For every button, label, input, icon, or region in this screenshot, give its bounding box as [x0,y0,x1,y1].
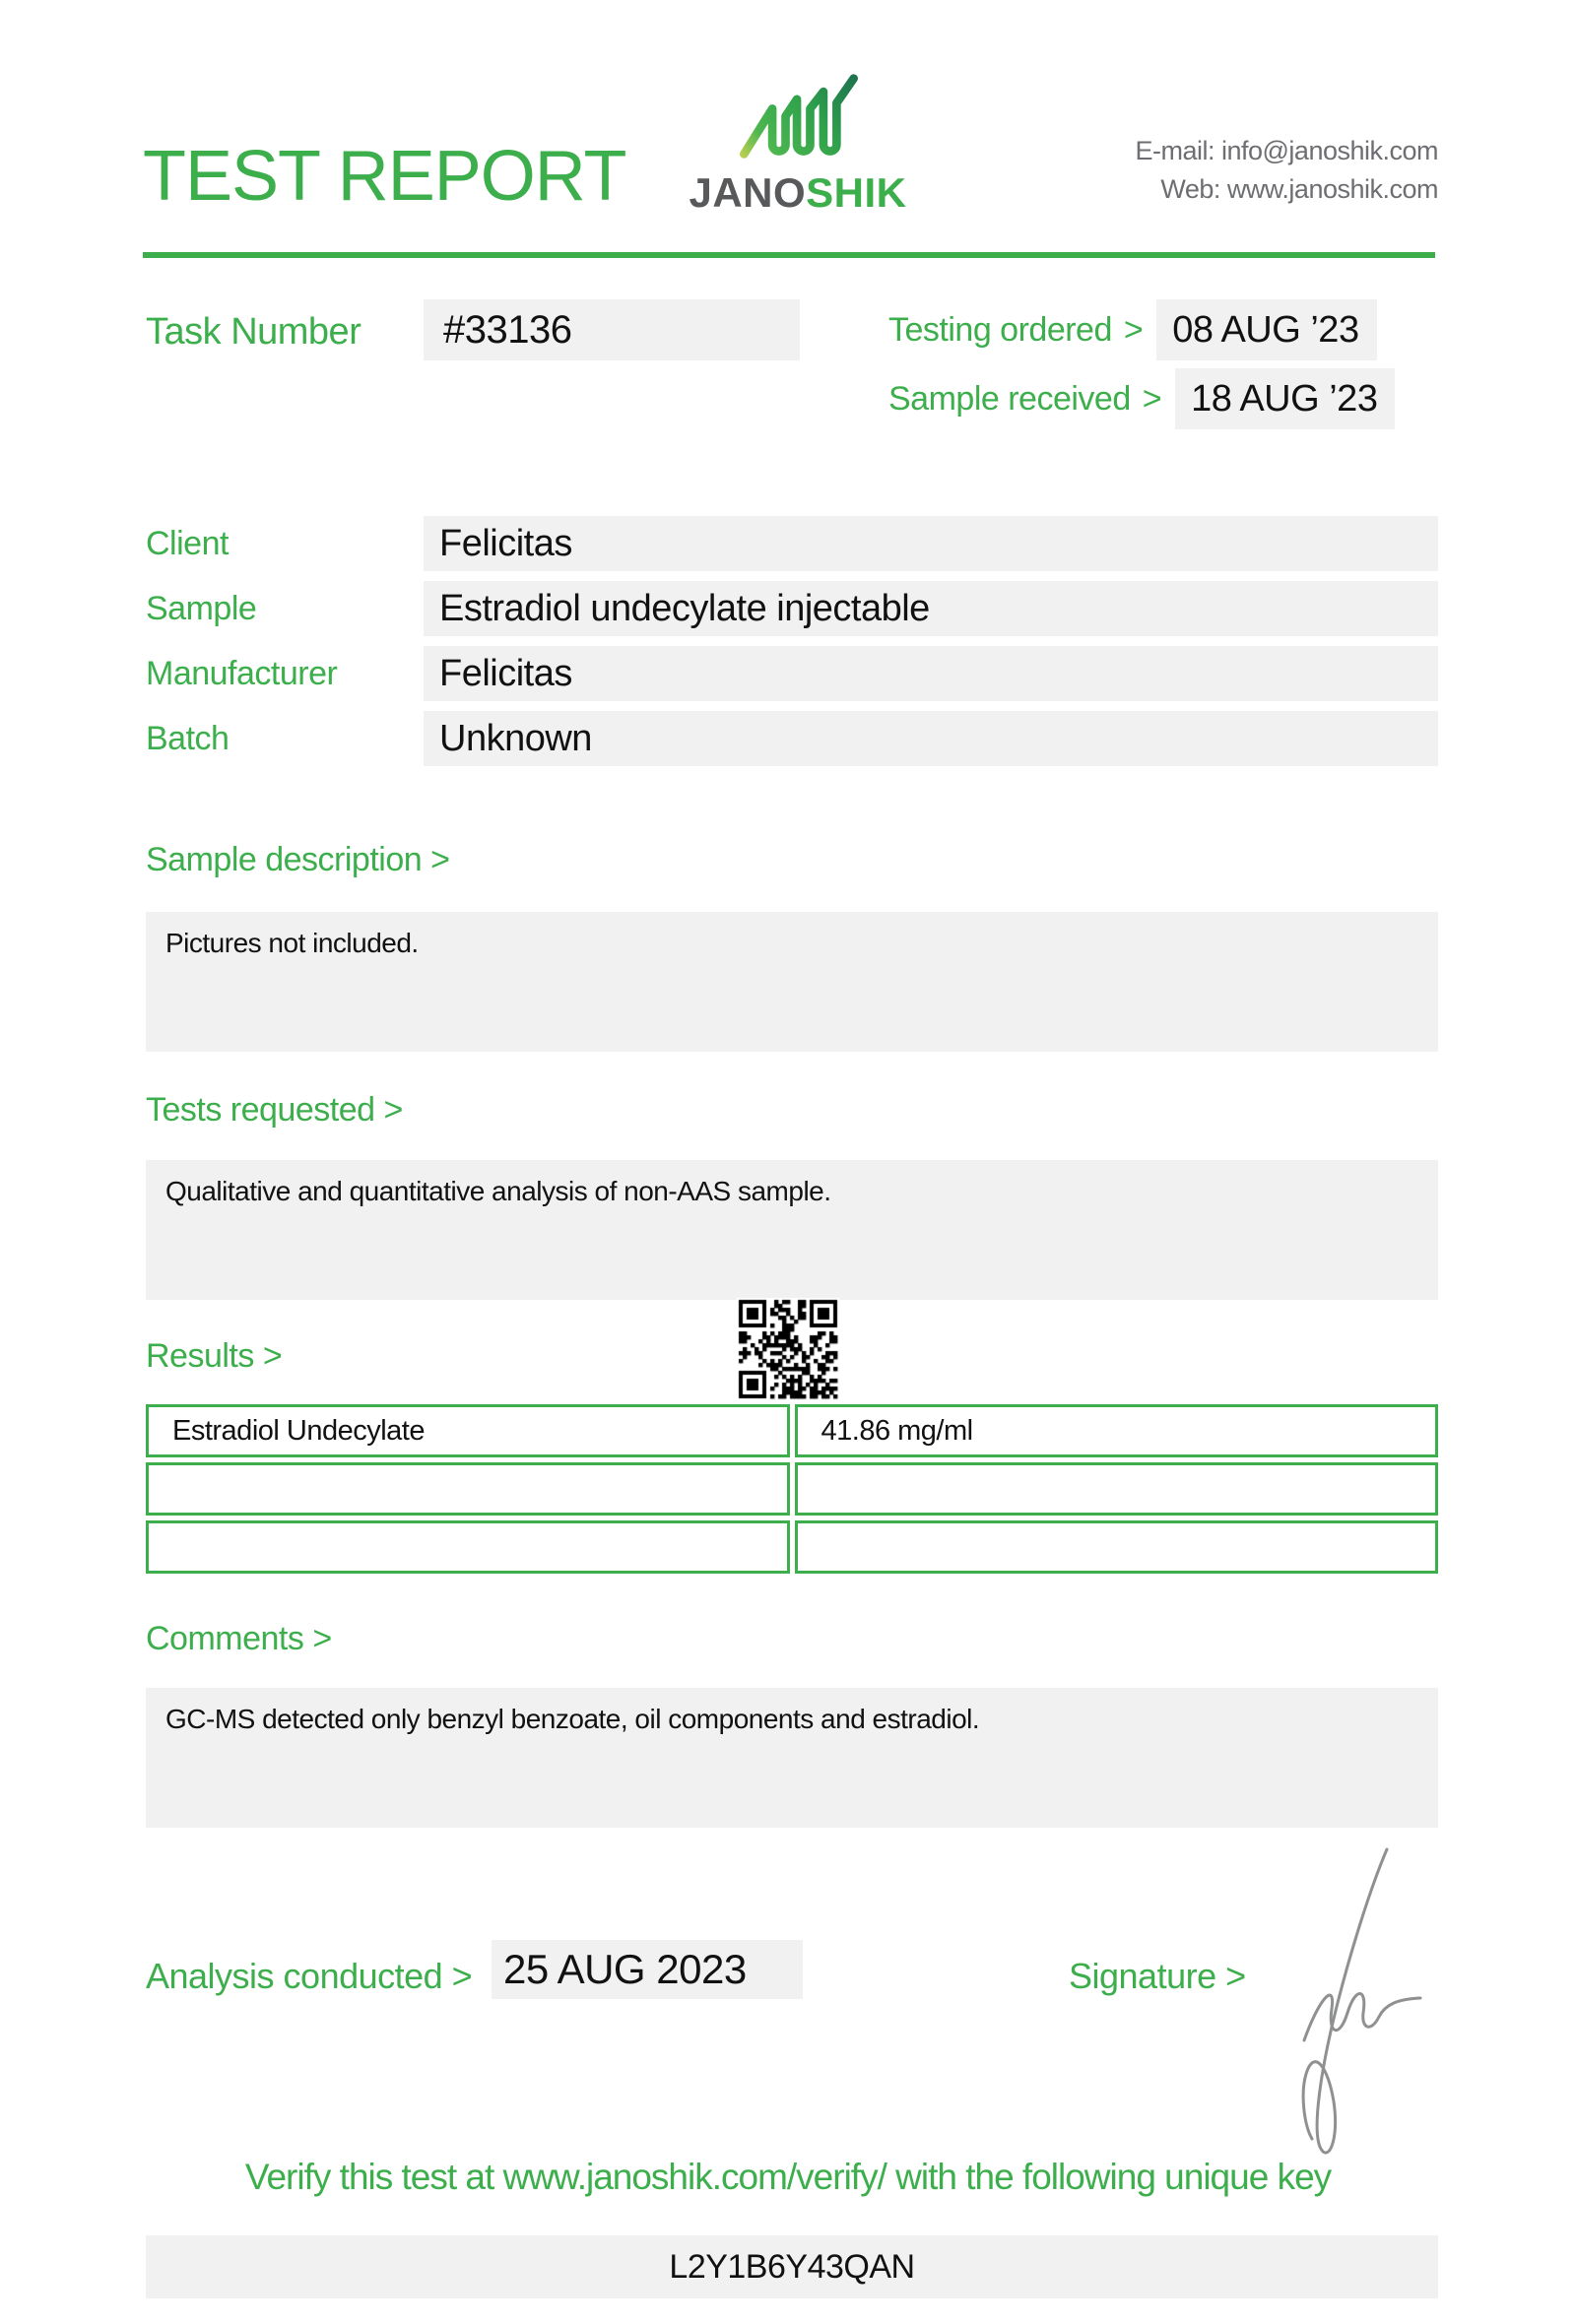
results-table [146,1404,1438,1574]
web-label: Web: [1160,174,1220,204]
contact-info [1135,132,1438,209]
result-value-cell [795,1462,1439,1516]
logo-wordmark [678,169,918,217]
signature-label: Signature > [1069,1956,1246,1996]
chart-growth-icon [678,71,918,165]
batch-row [146,711,1438,766]
handwritten-signature [1271,1843,1438,2188]
comments-box: GC-MS detected only benzyl benzoate, oil components and estradiol. [146,1688,1438,1828]
sample-received-label: Sample received [888,379,1131,418]
qr-code [737,1298,839,1400]
email-label: E-mail: [1135,136,1215,165]
result-value-cell [795,1520,1439,1574]
manufacturer-value: Felicitas [424,646,1438,701]
contact-email-line [1135,132,1438,170]
result-analyte-cell [146,1462,790,1516]
batch-label: Batch [146,719,230,757]
analysis-conducted-date: 25 AUG 2023 [492,1940,803,1999]
sample-row [146,581,1438,636]
tests-requested-heading: Tests requested > [146,1091,403,1129]
verify-instruction: Verify this test at www.janoshik.com/verify/ with the following unique key [244,2157,1332,2197]
sample-received-date: 18 AUG ’23 [1175,368,1395,429]
manufacturer-row [146,646,1438,701]
analysis-conducted-label: Analysis conducted > [146,1956,473,1996]
client-label: Client [146,524,229,562]
manufacturer-label: Manufacturer [146,654,338,692]
arrow-right-glyph: > [1123,310,1144,349]
janoshik-logo [678,71,918,217]
sample-description-heading: Sample description > [146,841,450,878]
result-analyte-cell: Estradiol Undecylate [146,1404,790,1457]
web-value: www.janoshik.com [1226,174,1438,204]
result-value-cell: 41.86 mg/ml [795,1404,1439,1457]
sample-description-box: Pictures not included. [146,912,1438,1052]
unique-key: L2Y1B6Y43QAN [146,2235,1438,2298]
page-title: TEST REPORT [143,137,626,216]
logo-wordmark-secondary: SHIK [806,169,907,216]
batch-value: Unknown [424,711,1438,766]
sample-received-row [888,368,1395,429]
email-value: info@janoshik.com [1220,136,1438,165]
comments-heading: Comments > [146,1620,332,1657]
result-analyte-cell [146,1520,790,1574]
testing-ordered-date: 08 AUG ’23 [1156,299,1376,360]
header-divider [143,252,1435,258]
task-number-label: Task Number [146,311,361,353]
sample-label: Sample [146,589,257,627]
client-row [146,516,1438,571]
testing-ordered-row [888,299,1377,360]
task-number-value: #33136 [424,299,800,360]
arrow-right-glyph: > [1142,379,1162,418]
results-heading: Results > [146,1337,283,1375]
testing-ordered-label: Testing ordered [888,310,1112,349]
logo-wordmark-primary: JANO [689,169,807,216]
sample-value: Estradiol undecylate injectable [424,581,1438,636]
tests-requested-box: Qualitative and quantitative analysis of non-AAS sample. [146,1160,1438,1300]
contact-web-line [1135,170,1438,209]
client-value: Felicitas [424,516,1438,571]
